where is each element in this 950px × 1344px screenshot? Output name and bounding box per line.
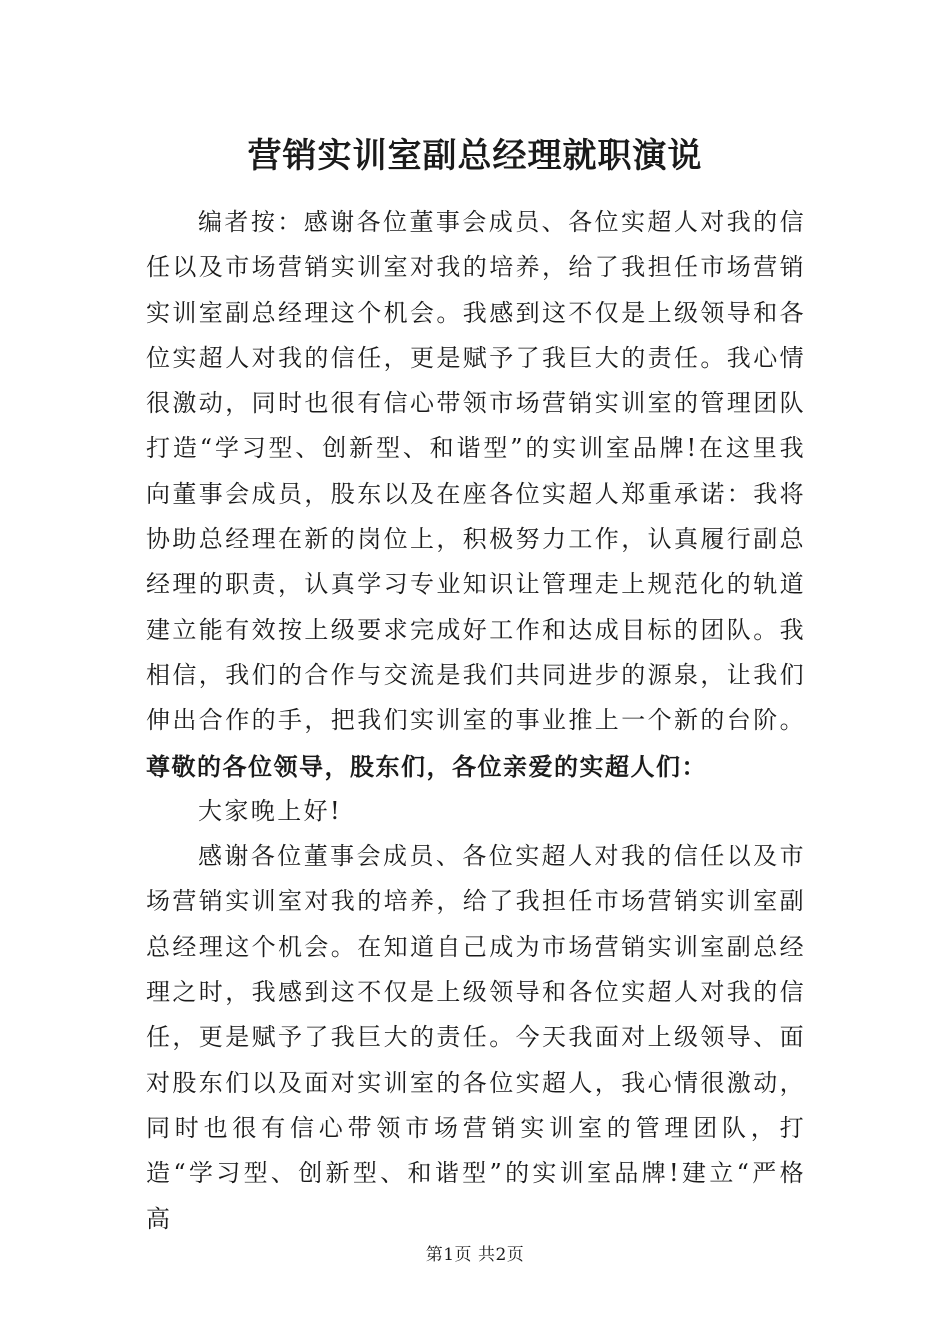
greeting-line: 大家晚上好! xyxy=(198,796,343,825)
editor-note-paragraph: 编者按：感谢各位董事会成员、各位实超人对我的信任以及市场营销实训室对我的培养，给了我担任市场营销实训室副总经理这个机会。我感到这不仅是上级领导和各位实超人对我的信任，更是赋予了我巨大的责任。我心情很激动，同时也很有信心带领市场营销实训室的管理团队打造“学习型、创新型、和谐型”的实训室品牌!在这里我向董事会成员，股东以及在座各位实超人郑重承诺：我将协助总经理在新的岗位上，积极努力工作，认真履行副总经理的职责，认真学习专业知识让管理走上规范化的轨道建立能有效按上级要求完成好工作和达成目标的团队。我相信，我们的合作与交流是我们共同进步的源泉，让我们伸出合作的手，把我们实训室的事业推上一个新的台阶。 xyxy=(146,208,806,735)
page-footer: 第1页 共2页 xyxy=(425,1245,525,1265)
document-title: 营销实训室副总经理就职演说 xyxy=(247,136,703,176)
document-body xyxy=(146,200,806,1242)
speech-paragraph: 感谢各位董事会成员、各位实超人对我的信任以及市场营销实训室对我的培养，给了我担任市场营销实训室副总经理这个机会。在知道自己成为市场营销实训室副总经理之时，我感到这不仅是上级领导和各位实超人对我的信任，更是赋予了我巨大的责任。今天我面对上级领导、面对股东们以及面对实训室的各位实超人，我心情很激动，同时也很有信心带领市场营销实训室的管理团队，打造“学习型、创新型、和谐型”的实训室品牌!建立“严格高 xyxy=(146,842,806,1233)
salutation-line: 尊敬的各位领导，股东们，各位亲爱的实超人们： xyxy=(146,751,707,781)
